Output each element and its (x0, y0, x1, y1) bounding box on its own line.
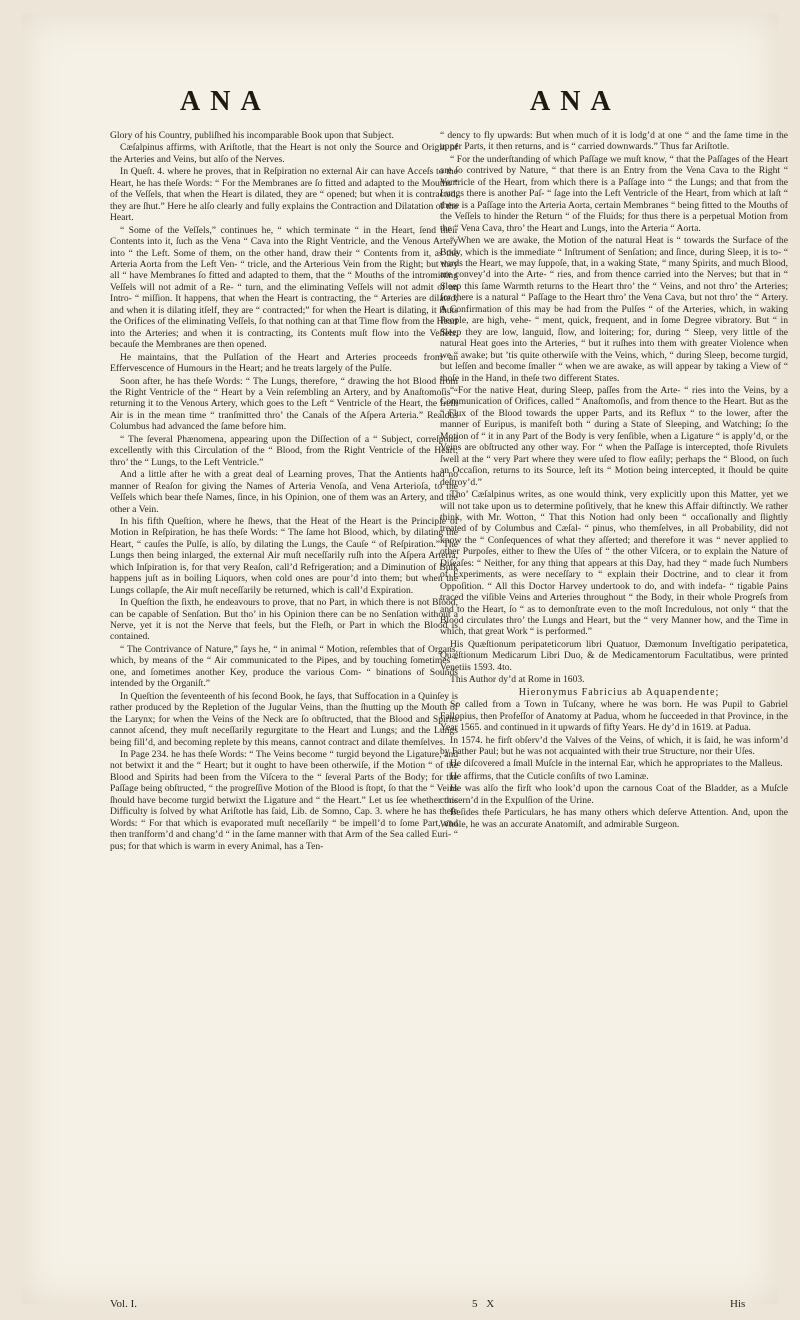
section-heading: Hieronymus Fabricius ab Aquapendente; (518, 686, 720, 698)
paragraph: He maintains, that the Pulſation of the Heart and Arteries proceeds from an Effervescence of Humours in the Heart; and he treats largely of the Pulſe. (110, 351, 458, 375)
paragraph: He affirms, that the Cuticle conſiſts of two Laminæ. (450, 770, 649, 782)
paragraph: Soon after, he has theſe Words: “ The Lungs, therefore, “ drawing the hot Blood from the Right Ventricle of the “ Heart by a Vein reſembling an Artery, and by Anaſtomoſis “ returning it to the Venous Artery, which goes to the Left “ Ventricle of the Heart, the freſh Air is in the mean time “ tranſmitted thro’ the Canals of the Aſpera Arteria.” Realdus Columbus had advanced the ſame before him. (110, 375, 458, 433)
catchword: His (730, 1298, 746, 1310)
running-head-left: ANA (180, 86, 271, 117)
paragraph: This Author dy’d at Rome in 1603. (450, 674, 585, 686)
right-column (440, 130, 788, 831)
paragraph: In Queſtion the ſeventeenth of his ſecond Book, he ſays, that Suffocation in a Quinſey is rather produced by the Repletion of the Jugular Veins, than the ſhutting up the Mouth of the Larynx; for when the Veins of the Neck are ſo obſtructed, that the Blood and Spirits cannot aſcend, they muſt neceſſarily regurgitate to the Heart and Lungs; and the Lungs being fill’d, and becoming replete by this means, cannot contract and dilate themſelves. (110, 690, 458, 748)
paragraph: His Quæſtionum peripateticorum libri Quatuor, Dæmonum Inveſtigatio peripatetica, Quæſtionum Medicarum Libri Duo, & de Medicamentorum Facultatibus, were printed Venetiis 1593. 4to. (440, 638, 788, 673)
paragraph: In Queſt. 4. where he proves, that in Reſpiration no external Air can have Acceſs to the Heart, he has theſe Words: “ For the Membranes are ſo fitted and adapted to the Mouths “ of the Veſſels, that when the Heart is dilated, they are “ opened; but when it is contracted, they are ſhut.” Here he alſo clearly and fully explains the Contraction and Dilatation of the Heart. (110, 166, 458, 224)
paragraph: Glory of his Country, publiſhed his incomparable Book upon that Subject. (110, 130, 394, 141)
paragraph: And a little after he with a great deal of Learning proves, That the Antients had no manner of Reaſon for giving the Names of Arteria Venoſa, and Vena Arterioſa, to the Veſſels which bear theſe Names, ſince, in his Opinion, one of them was an Artery, and the other a Vein. (110, 469, 458, 515)
page-footer (22, 1298, 778, 1320)
paragraph: “ When we are awake, the Motion of the natural Heat is “ towards the Surface of the Body, which is the immediate “ Inſtrument of Senſation; and ſince, during Sleep, it is to- “ wards the Heart, we may ſuppoſe, that, in a waking State, “ many Spirits, and much Blood, are convey’d into the Arte- “ ries, and from thence carried into the Nerves; but that in “ Sleep this ſame Warmth returns to the Heart thro’ the “ Veins, and not thro’ the Arteries; for there is a natural “ Paſſage to the Heart thro’ the Vena Cava, but not thro’ the “ Artery. A Confirmation of this may be had from the Pulſes “ of the Arteries, which, in waking People, are high, vehe- “ ment, quick, frequent, and in ſome Degree vibratory. But “ in Sleep they are low, languid, ſlow, and loitering; for, during “ Sleep, very little of the natural Heat goes into the Arteries, “ but it ruſhes into them with greater Violence when we “ awake; but ’tis quite otherwiſe with the Veins, which, “ during Sleep, become turgid, but leſſen and become ſmaller “ when we are awake, as will appear by taking a View of “ thoſe in the Hand, in theſe two different States. (440, 235, 788, 384)
paragraph: Beſides theſe Particulars, he has many others which deſerve Attention. And, upon the Whole, he was an accurate Anatomiſt, and admirable Surgeon. (440, 807, 788, 830)
paragraph: In Queſtion the ſixth, he endeavours to prove, that no Part, in which there is not Blood, can be capable of Senſation. But tho’ in his Opinion there can be no Senſation without a Nerve, yet it is not the Nerve that feels, but the Fleſh, or Part in which the Blood is contained. (110, 597, 458, 643)
volume-number: Vol. I. (110, 1298, 137, 1310)
paragraph: In 1574. he firſt obſerv’d the Valves of the Veins, of which, it is ſaid, he was inform’d by Father Paul; but he was not acquainted with their true Structure, nor their Uſes. (440, 734, 788, 758)
paragraph: He diſcovered a ſmall Muſcle in the internal Ear, which he appropriates to the Malleus. (450, 758, 783, 770)
running-head-right: ANA (530, 86, 621, 117)
paragraph: “ For the underſtanding of which Paſſage we muſt know, “ that the Paſſages of the Heart are ſo contrived by Nature, “ that there is an Entry from the Vena Cava to the Right “ Ventricle of the Heart, from which there is a Paſſage into “ the Lungs; and that from the Lungs there is another Paſ- “ ſage into the Left Ventricle of the Heart, from which at laſt “ there is a Paſſage into the Arteria Aorta, certain Membranes “ being fitted to the Mouths of the Veſſels to hinder the Return “ of the Fluids; for thus there is a perpetual Motion from the “ Vena Cava, thro’ the Heart and Lungs, into the Arteria “ Aorta. (440, 153, 788, 234)
paragraph: “ For the native Heat, during Sleep, paſſes from the Arte- “ ries into the Veins, by a Communication of Orifices, called “ Anaſtomoſis, and from thence to the Heart. But as the “ Flux of the Blood towards the upper Parts, and its Reflux “ to the lower, after the manner of Euripus, is manifeſt both “ during a State of Sleeping, and Watching; ſo the Motion of “ it in any Part of the Body is very ſenſible, when a Ligature “ is apply’d, or the Veins are obſtructed any other way. For “ when the Paſſage is intercepted, thoſe Rivulets ſwell at the “ very Part where they were uſed to flow eaſily; perhaps the “ Blood, on ſuch an Occaſion, returns to its Source, leſt its “ Motion being intercepted, it ſhould be quite deſtroy’d.” (440, 384, 788, 488)
paragraph: He was alſo the firſt who look’d upon the carnous Coat of the Bladder, as a Muſcle concern’d in the Expulſion of the Urine. (440, 783, 788, 806)
paragraph: “ dency to fly upwards: But when much of it is lodg’d at one “ and the ſame time in the upper Parts, it then returns, and is “ carried downwards.” Thus far Ariſtotle. (440, 130, 788, 153)
paragraph: So called from a Town in Tuſcany, where he was born. He was Pupil to Gabriel Fallopius, then Profeſſor of Anatomy at Padua, whom he ſucceeded in that Province, in the Year 1565. and continued in it upwards of fifty Years. He dy’d in 1619. at Padua. (440, 699, 788, 734)
paragraph: “ The ſeveral Phænomena, appearing upon the Diſſection of a “ Subject, correſpond excellently with this Circulation of the “ Blood, from the Right Ventricle of the Heart, thro’ the “ Lungs, to the Left Ventricle.” (110, 433, 458, 468)
paragraph: Tho’ Cæſalpinus writes, as one would think, very explicitly upon this Matter, yet we will not take upon us to determine poſitively, that he knew this Affair diſtinctly. We rather think, with Mr. Wotton, “ That this Notion had only been “ occaſionally and ſlightly treated of by Columbus and Cæſal- “ pinus, who themſelves, in all Probability, did not know the “ Conſequences of what they aſſerted; and therefore it was “ never applied to other Purpoſes, either to ſhew the Uſes of “ the other Viſcera, or to explain the Nature of Diſeaſes: “ Neither, for any thing that appears at this Day, had they “ made ſuch Numbers of Experiments, as were neceſſary to “ explain their Doctrine, and to clear it from Oppoſition. “ All this Doctor Harvey undertook to do, and with indefa- “ tigable Pains traced the viſible Veins and Arteries throughout “ the Body, in their whole Progreſs from and to the Heart, ſo “ as to demonſtrate even to the moſt Incredulous, not only “ that the Blood circulates thro’ the Lungs and Heart, but the “ very Manner how, and the Time in which, that great Work “ is performed.” (440, 489, 788, 638)
signature-mark: 5 X (472, 1298, 498, 1310)
document-page (22, 14, 788, 1310)
paragraph: “ Some of the Veſſels,” continues he, “ which terminate “ in the Heart, ſend their Contents into it, ſuch as the Vena “ Cava into the Right Ventricle, and the Venous Artery into “ the Left. Some of them, on the other hand, draw their “ Contents from it, as the Arteria Aorta from the Left Ven- “ tricle, and the Arterious Vein from the Right; but they all “ have Membranes ſo fitted and adapted to them, that the “ Mouths of the intromitting Veſſels will not admit of a Re- “ turn, and the eliminating Veſſels will not admit of an Intro- “ miſſion. It happens, that when the Heart is contracting, the “ Arteries are dilated; and when it is dilating itſelf, they are “ contracted;” for when the Heart is dilating, it ſhuts the Orifices of the eliminating Veſſels, ſo that nothing can at that Time flow from the Heart into the Arteries; and when it is contracting, its Contents muſt flow into the Veſſels, becauſe the Membranes are then opened. (110, 224, 458, 351)
running-header (22, 76, 778, 126)
paragraph: “ The Contrivance of Nature,” ſays he, “ in animal “ Motion, reſembles that of Organs, which, by means of the “ Air communicated to the Pipes, and by touching ſometimes “ one, and ſometimes another Key, produce the various Com- “ binations of Sounds intended by the Organiſt.” (110, 643, 458, 690)
paragraph: In Page 234. he has theſe Words: “ The Veins become “ turgid beyond the Ligature, and not betwixt it and the “ Heart; but it ought to have been otherwiſe, if the Motion “ of the Blood and Spirits had been from the Viſcera to the “ ſeveral Parts of the Body; for the Paſſage being obſtructed, “ the progreſſive Motion of the Blood is ſtopt, ſo that the “ Veins ſhould have become turgid betwixt the Ligature and “ the Heart.” Let us ſee whether this Difficulty is ſolved by what Ariſtotle has ſaid, Lib. de Somno, Cap. 3. where he has theſe Words: “ For that which is evaporated muſt neceſſarily “ be impell’d to ſome Part, and then tranſform’d and chang’d “ in the ſame manner with that Arm of the Sea called Euri- “ pus; for that which is warm in every Animal, has a Ten- (110, 749, 458, 852)
paragraph: In his fifth Queſtion, where he ſhews, that the Heat of the Heart is the Principle of Motion in Reſpiration, he has theſe Words: “ The ſame hot Blood, which, by dilating the Heart, “ cauſes the Pulſe, is alſo, by dilating the Lungs, the Cauſe “ of Reſpiration.” The Lungs then being inlarged, the external Air muſt neceſſarily ruſh into the Aſpera Arteria, which Inſpiration is, for that very Reaſon, call’d Refrigeration; and a Diminution of Bulk happens juſt as in boiling Liquors, when cold ones are pour’d into them; but when the Lungs collapſe, the Air muſt neceſſarily be returned, which is call’d Expiration. (110, 515, 458, 596)
left-column (110, 130, 458, 853)
paragraph: Cæſalpinus affirms, with Ariſtotle, that the Heart is not only the Source and Origin of the Arteries and Veins, but alſo of the Nerves. (110, 142, 458, 165)
